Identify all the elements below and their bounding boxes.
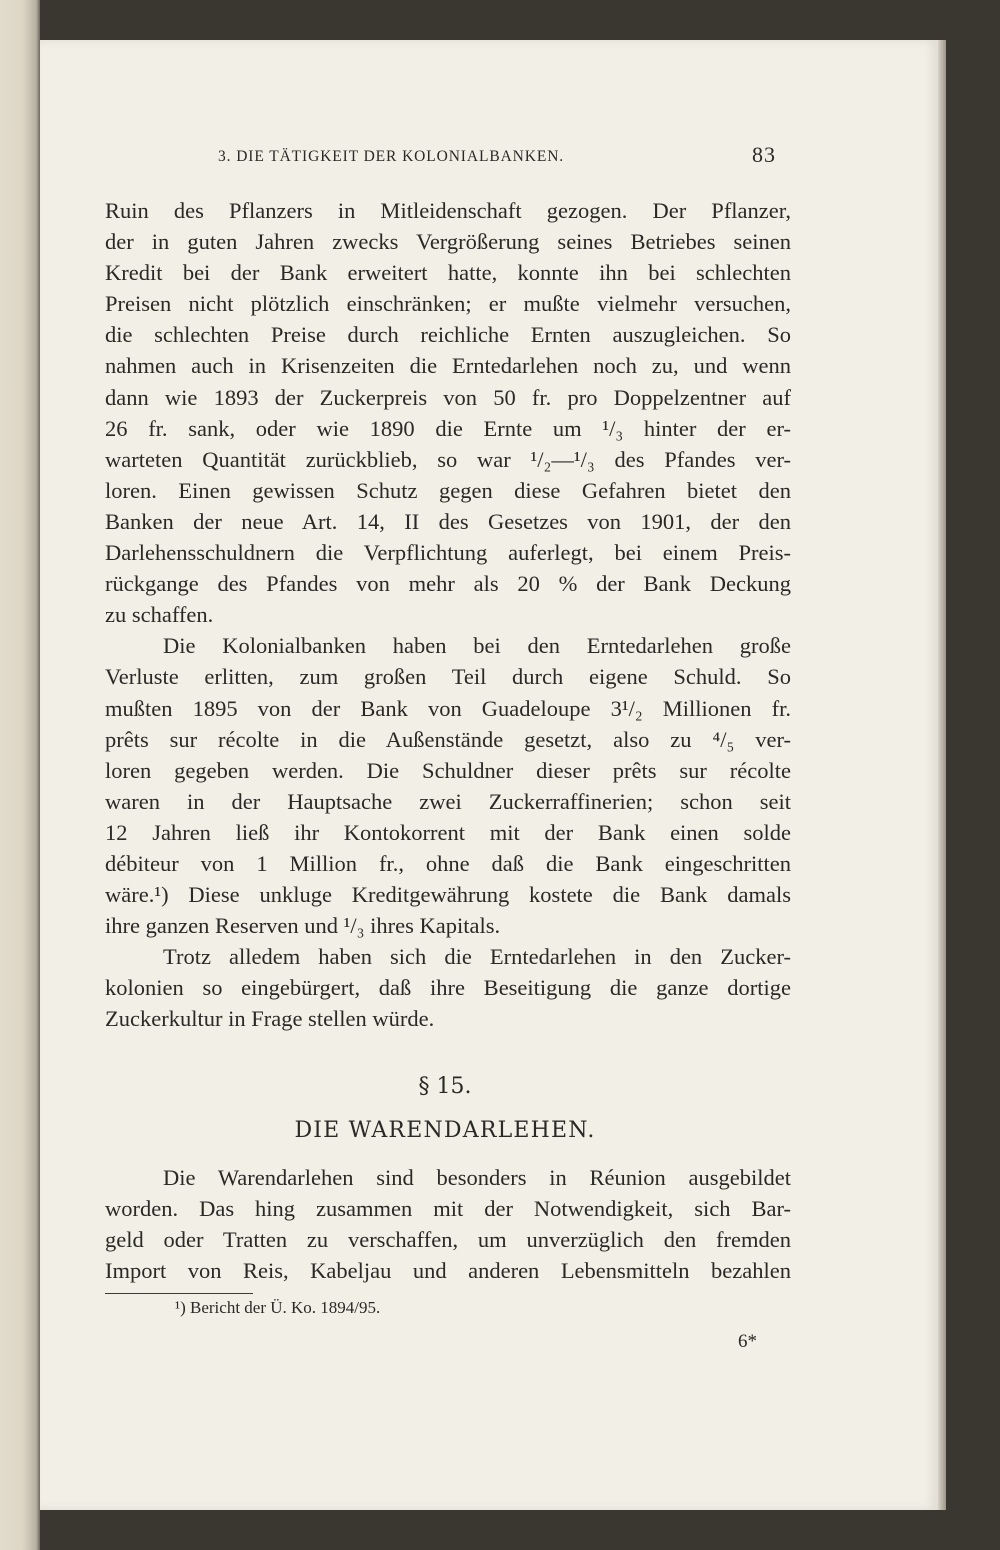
adjacent-page-edge — [0, 0, 40, 1550]
text-line: 12 Jahren ließ ihr Kontokorrent mit der Bank einen solde — [105, 819, 791, 845]
text-line: débiteur von 1 Million fr., ohne daß die Bank eingeschritten — [105, 850, 791, 876]
text-line: Verluste erlitten, zum großen Teil durch eigene Schuld. So — [105, 664, 791, 690]
text-line: zu schaffen. — [105, 602, 214, 628]
text-line: waren in der Hauptsache zwei Zuckerraffinerien; schon seit — [105, 788, 791, 814]
text-line: Ruin des Pflanzers in Mitleidenschaft gezogen. Der Pflanzer, — [105, 198, 791, 223]
text-line: 26 fr. sank, oder wie 1890 die Ernte um ¹/₃ hinter der er- — [105, 415, 791, 441]
footnote-divider — [105, 1293, 253, 1294]
text-line: warteten Quantität zurückblieb, so war ¹/₂—¹/₃ des Pfandes ver- — [105, 446, 791, 472]
text-line: kolonien so eingebürgert, daß ihre Beseitigung die ganze dortige — [105, 975, 791, 1001]
text-line: rückgange des Pfandes von mehr als 20 % der Bank Deckung — [105, 571, 791, 597]
text-line: wäre.¹) Diese unkluge Kreditgewährung kostete die Bank damals — [105, 882, 791, 908]
text-line: die schlechten Preise durch reichliche Ernten auszugleichen. So — [105, 322, 791, 348]
section-number: § 15. — [418, 1074, 472, 1099]
text-line: Trotz alledem haben sich die Erntedarlehen in den Zucker- — [163, 944, 791, 970]
running-head: 3. DIE TÄTIGKEIT DER KOLONIALBANKEN. — [218, 148, 565, 165]
text-line: mußten 1895 von der Bank von Guadeloupe 3¹/₂ Millionen fr. — [105, 695, 791, 721]
text-line: loren. Einen gewissen Schutz gegen diese Gefahren bietet den — [105, 477, 791, 503]
text-line: Darlehensschuldnern die Verpflichtung auferlegt, bei einem Preis- — [105, 540, 791, 566]
text-line: loren gegeben werden. Die Schuldner dieser prêts sur récolte — [105, 757, 791, 783]
text-line: nahmen auch in Krisenzeiten die Erntedarlehen noch zu, und wenn — [105, 353, 791, 379]
body-text-top — [105, 195, 791, 1035]
text-line: Import von Reis, Kabeljau und anderen Lebensmitteln bezahlen — [105, 1258, 791, 1284]
page-edge-shadow — [938, 40, 946, 1510]
text-line: Die Kolonialbanken haben bei den Erntedarlehen große — [163, 633, 791, 659]
text-line: geld oder Tratten zu verschaffen, um unverzüglich den fremden — [105, 1227, 791, 1253]
printer-signature-mark: 6* — [738, 1331, 757, 1352]
text-line: der in guten Jahren zwecks Vergrößerung seines Betriebes seinen — [105, 229, 791, 255]
text-line: prêts sur récolte in die Außenstände gesetzt, also zu ⁴/₅ ver- — [105, 726, 791, 752]
text-line: dann wie 1893 der Zuckerpreis von 50 fr. pro Doppelzentner auf — [105, 384, 791, 410]
text-line: Kredit bei der Bank erweitert hatte, konnte ihn bei schlechten — [105, 260, 791, 286]
text-line: Zuckerkultur in Frage stellen würde. — [105, 1006, 435, 1032]
page-number: 83 — [752, 142, 776, 167]
text-line: Die Warendarlehen sind besonders in Réunion ausgebildet — [163, 1165, 791, 1190]
text-line: Banken der neue Art. 14, II des Gesetzes von 1901, der den — [105, 508, 791, 534]
text-line: worden. Das hing zusammen mit der Notwendigkeit, sich Bar- — [105, 1196, 791, 1222]
text-line: ihre ganzen Reserven und ¹/₃ ihres Kapitals. — [105, 913, 501, 939]
body-text-bottom — [105, 1162, 791, 1286]
footnote: ¹) Bericht der Ü. Ko. 1894/95. — [175, 1298, 381, 1317]
text-line: Preisen nicht plötzlich einschränken; er mußte vielmehr versuchen, — [105, 291, 791, 317]
section-title: DIE WARENDARLEHEN. — [294, 1118, 596, 1143]
